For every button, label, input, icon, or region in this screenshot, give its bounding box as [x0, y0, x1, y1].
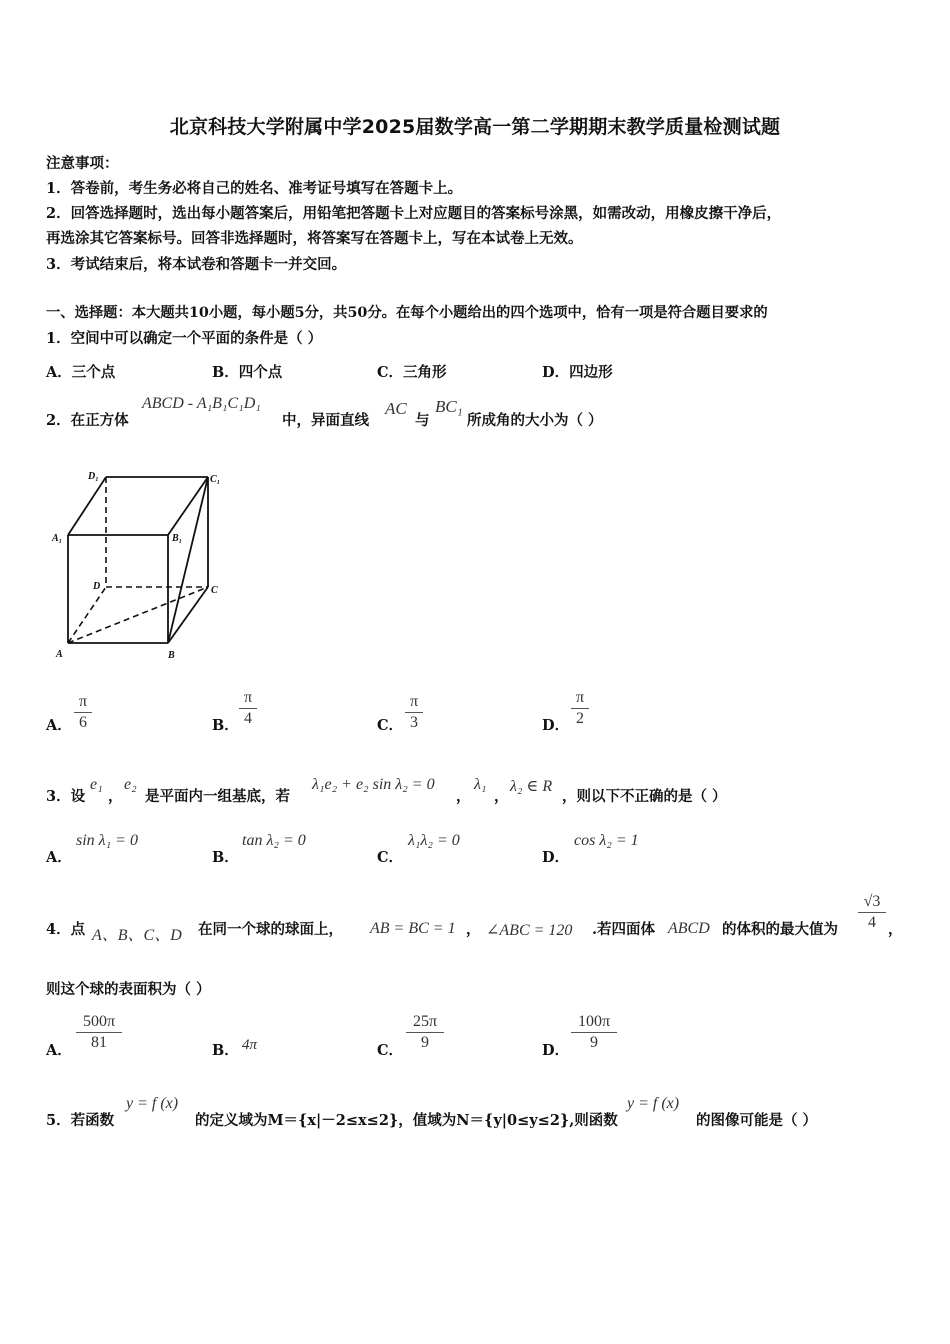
cube-label-d1: D₁ — [88, 471, 99, 482]
q4-abcd: ABCD — [668, 920, 710, 937]
page-title: 北京科技大学附属中学2025届数学高一第二学期期末教学质量检测试题 — [169, 116, 781, 138]
q4-option-c-den: 9 — [421, 1034, 429, 1051]
q2-option-a-num: π — [78, 693, 88, 710]
cube-label-a1: A₁ — [52, 533, 63, 544]
notice-item-2: 2．回答选择题时，选出每小题答案后，用铅笔把答题卡上对应题目的答案标号涂黑，如需改动，用橡皮擦干净后， — [46, 205, 782, 222]
q2-text-2: 与 — [415, 412, 430, 429]
q4-option-a-num: 500π — [82, 1013, 116, 1030]
q4-number: 4．点 — [46, 921, 86, 938]
q4-volume-fraction — [858, 892, 886, 933]
notice-heading: 注意事项： — [46, 155, 119, 172]
q4-option-d-num: 100π — [577, 1013, 611, 1030]
q3-option-c-letter: C． — [377, 849, 404, 866]
q2-option-a-den: 6 — [79, 714, 87, 731]
q4-option-c-letter: C． — [377, 1042, 404, 1059]
q2-text-1: 中，异面直线 — [282, 412, 369, 429]
q4-eq-1: AB = BC = 1 — [370, 920, 456, 937]
q3-equation: λ₁e₂ + e₂ sin λ₂ = 0 — [312, 776, 435, 793]
q4-option-a-letter: A． — [46, 1042, 72, 1059]
q4-volume-den: 4 — [868, 914, 876, 931]
q4-option-d-letter: D． — [542, 1042, 570, 1059]
section-heading: 一、选择题：本大题共10小题，每小题5分，共50分。在每个小题给出的四个选项中，恰有一项是符合题目要求的 — [46, 305, 768, 321]
cube-label-c: C — [211, 585, 218, 596]
q2-option-c-letter: C． — [377, 717, 404, 734]
q4-option-c-fraction — [406, 1012, 444, 1053]
q1-stem: 1．空间中可以确定一个平面的条件是（ ） — [46, 330, 323, 347]
q3-number: 3．设 — [46, 788, 86, 805]
q2-option-a-letter: A． — [46, 717, 72, 734]
q1-option-a: A．三个点 — [46, 364, 116, 381]
q5-text-1: 的定义域为M＝{x|－2≤x≤2}，值域为N＝{y|0≤y≤2},则函数 — [195, 1112, 618, 1129]
q4-sep: ， — [466, 921, 481, 938]
q4-text-2: .若四面体 — [592, 921, 656, 938]
q4-text-4: ， — [888, 921, 903, 938]
cube-figure — [48, 465, 238, 665]
q2-option-c-num: π — [409, 693, 419, 710]
q3-option-b-letter: B． — [212, 849, 239, 866]
q3-text-2: ，则以下不正确的是（ ） — [562, 788, 727, 805]
q1-option-c: C．三角形 — [377, 364, 447, 381]
q3-option-d: cos λ₂ = 1 — [574, 832, 639, 849]
q3-e1: e₁ — [90, 776, 103, 793]
q3-lambda1: λ₁ — [474, 776, 487, 793]
q2-option-b-letter: B． — [212, 717, 239, 734]
q4-points: A、B、C、D — [92, 927, 182, 944]
q3-text-1: 是平面内一组基底，若 — [145, 788, 290, 805]
q4-text-1: 在同一个球的球面上， — [198, 921, 343, 938]
q4-text-3: 的体积的最大值为 — [722, 921, 838, 938]
q2-option-d-letter: D． — [542, 717, 570, 734]
q2-option-c-den: 3 — [410, 714, 418, 731]
q2-option-b-den: 4 — [244, 710, 252, 727]
q4-option-c-num: 25π — [412, 1013, 438, 1030]
q2-option-b-fraction — [239, 688, 257, 729]
q2-cube-name: ABCD - A₁B₁C₁D₁ — [142, 395, 261, 412]
q5-number: 5．若函数 — [46, 1112, 115, 1129]
cube-label-c1: C₁ — [210, 474, 221, 485]
q4-option-d-fraction — [571, 1012, 617, 1053]
cube-label-d: D — [93, 581, 101, 592]
q3-sep-3: ， — [494, 788, 509, 805]
notice-item-2-cont: 再选涂其它答案标号。回答非选择题时，将答案写在答题卡上，写在本试卷上无效。 — [46, 230, 583, 247]
q3-e2: e₂ — [124, 776, 137, 793]
q3-lambda2-real: λ₂ ∈ R — [510, 778, 553, 795]
q4-option-b-letter: B． — [212, 1042, 239, 1059]
q4-volume-num: √3 — [863, 893, 881, 910]
notice-item-3: 3．考试结束后，将本试卷和答题卡一并交回。 — [46, 256, 347, 273]
q4-option-a-den: 81 — [91, 1034, 107, 1051]
q2-option-c-fraction — [405, 692, 423, 733]
q3-option-a: sin λ₁ = 0 — [76, 832, 138, 849]
q5-text-2: 的图像可能是（ ） — [696, 1112, 818, 1129]
q3-option-b: tan λ₂ = 0 — [242, 832, 306, 849]
q3-sep-2: ， — [456, 788, 471, 805]
q4-line-2: 则这个球的表面积为（ ） — [46, 981, 211, 998]
q2-option-d-den: 2 — [576, 710, 584, 727]
q1-option-b: B．四个点 — [212, 364, 283, 381]
q3-option-c: λ₁λ₂ = 0 — [408, 832, 460, 849]
q5-function: y = f (x) — [126, 1095, 179, 1112]
q1-option-d: D．四边形 — [542, 364, 613, 381]
q3-option-d-letter: D． — [542, 849, 570, 866]
cube-label-b1: B₁ — [172, 533, 183, 544]
q2-text-3: 所成角的大小为（ ） — [467, 412, 603, 429]
q4-option-a-fraction — [76, 1012, 122, 1053]
q2-option-d-num: π — [575, 689, 585, 706]
q3-sep: ， — [108, 788, 123, 805]
q2-option-a-fraction — [74, 692, 92, 733]
q2-number: 2．在正方体 — [46, 412, 129, 429]
cube-label-a: A — [56, 649, 63, 660]
cube-label-b: B — [168, 650, 175, 661]
q4-eq-2: ∠ABC = 120 — [486, 922, 573, 939]
q3-option-a-letter: A． — [46, 849, 72, 866]
q2-option-d-fraction — [571, 688, 589, 729]
q2-option-b-num: π — [243, 689, 253, 706]
q2-line-bc1: BC₁ — [435, 397, 463, 416]
q2-line-ac: AC — [385, 399, 407, 418]
notice-item-1: 1．答卷前，考生务必将自己的姓名、准考证号填写在答题卡上。 — [46, 180, 463, 197]
q4-option-b: 4π — [242, 1037, 258, 1053]
q5-function-2: y = f (x) — [627, 1095, 680, 1112]
q4-option-d-den: 9 — [590, 1034, 598, 1051]
